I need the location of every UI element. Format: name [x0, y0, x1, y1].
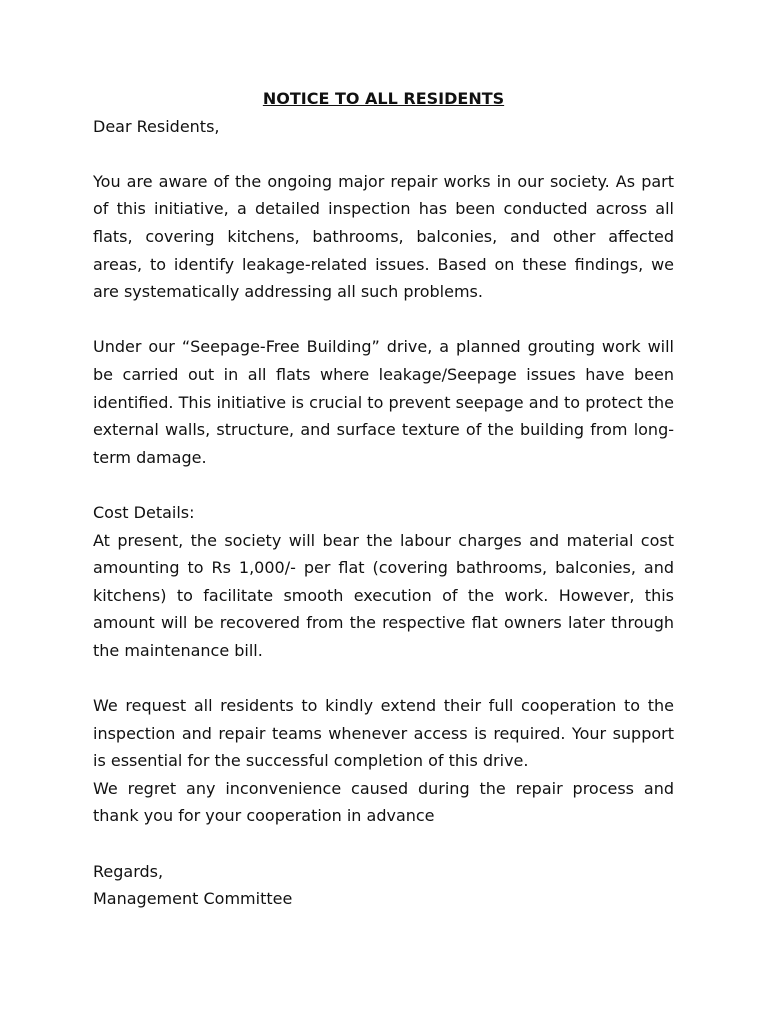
spacer [93, 830, 674, 858]
paragraph-seepage-drive: Under our “Seepage-Free Building” drive, a planned grouting work will be carried out in all flats where leakage/Seepage issues have been identified. This initiative is crucial to prevent seepage and to protect the external walls, structure, and surface texture of the building from long-term damage. [93, 337, 674, 467]
spacer [93, 140, 674, 168]
notice-document [93, 85, 674, 913]
cost-details-heading: Cost Details: [93, 502, 195, 522]
salutation: Dear Residents, [93, 116, 220, 136]
spacer [93, 306, 674, 334]
paragraph-cost-details: At present, the society will bear the labour charges and material cost amounting to Rs 1,000/- per flat (covering bathrooms, balconies, and kitchens) to facilitate smooth execution of the work. However, this amount will be recovered from the respective flat owners later through the maintenance bill. [93, 530, 674, 660]
spacer [93, 471, 674, 499]
notice-title: NOTICE TO ALL RESIDENTS [262, 89, 505, 108]
spacer [93, 664, 674, 692]
paragraph-cooperation: We request all residents to kindly extend their full cooperation to the inspection and repair teams whenever access is required. Your support is essential for the successful completion of this drive. [93, 696, 674, 771]
paragraph-repair-works: You are aware of the ongoing major repair works in our society. As part of this initiative, a detailed inspection has been conducted across all flats, covering kitchens, bathrooms, balconies, and other affected areas, to identify leakage-related issues. Based on these findings, we are systematically addressing all such problems. [93, 171, 674, 302]
paragraph-regret: We regret any inconvenience caused during the repair process and thank you for your cooperation in advance [93, 778, 674, 826]
closing: Regards, [93, 861, 164, 881]
signature: Management Committee [93, 889, 293, 909]
